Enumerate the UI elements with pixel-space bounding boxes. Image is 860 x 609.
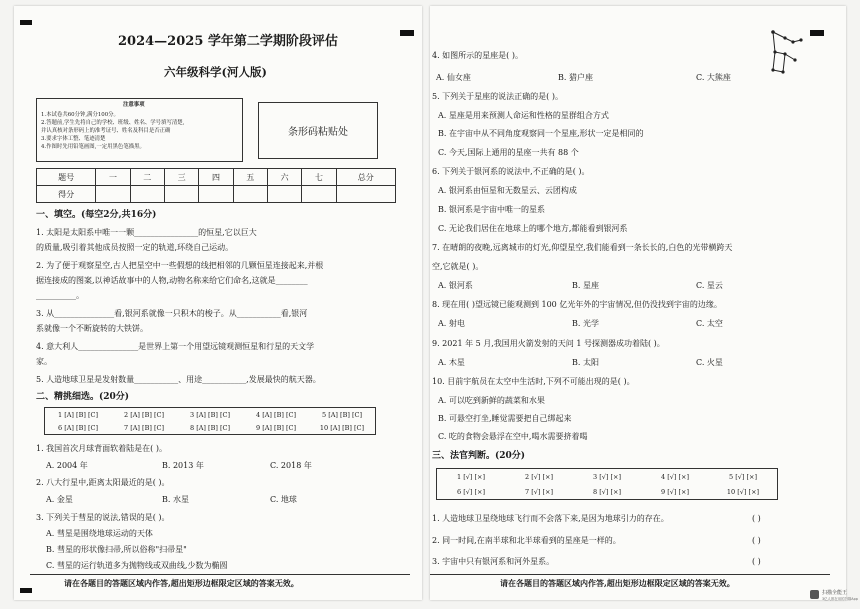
question-text: 5. 下列关于星座的说法正确的是( )。 [432, 92, 563, 101]
answer-bubble-row[interactable]: 10 [A] [B] [C] [319, 423, 365, 432]
barcode-label: 条形码粘贴处 [288, 127, 348, 138]
bottom-note: 请在各题目的答题区域内作答,超出矩形边框限定区域的答案无效。 [500, 578, 735, 588]
bottom-note: 请在各题目的答题区域内作答,超出矩形边框限定区域的答案无效。 [64, 578, 299, 588]
exam-subtitle: 六年级科学(河人版) [164, 65, 267, 79]
option-b: B. 可悬空打坐,睡觉需要把自己绑起来 [438, 414, 572, 423]
question-text: 4. 意大利人_______________是世界上第一个用望远镜观测恒星和行星的天文学 [36, 342, 315, 351]
exam-title: 2024—2025 学年第二学期阶段评估 [118, 34, 338, 49]
option-b: B. 彗星的形状像扫帚,所以俗称"扫帚星" [46, 545, 187, 554]
divider [430, 574, 830, 575]
notice-line: 4.作图时先用铅笔画图,一定用黑色笔描黑。 [41, 144, 145, 150]
notice-line: 1.本试卷共60分钟,满分100分。 [41, 112, 119, 118]
notice-box [36, 98, 243, 162]
question-text: 7. 在晴朗的夜晚,远离城市的灯光,仰望星空,我们能看到一条长长的,白色的光带横跨天 [432, 243, 733, 252]
score-header: 总分 [336, 169, 395, 186]
score-cell[interactable] [96, 186, 130, 203]
answer-bubble-row[interactable]: 4 [A] [B] [C] [256, 410, 296, 419]
option-b: B. 银河系是宇宙中唯一的星系 [438, 205, 545, 214]
option-c: C. 火星 [696, 358, 723, 367]
option-c: C. 吃的食物会悬浮在空中,喝水需要挤着喝 [438, 432, 588, 441]
tf-bubble-row[interactable]: 10 [√] [×] [726, 487, 760, 496]
right-page [430, 6, 846, 600]
option-b: B. 星座 [572, 281, 599, 290]
answer-bubble-row[interactable]: 9 [A] [B] [C] [256, 423, 296, 432]
option-b: B. 水星 [162, 495, 189, 504]
scanner-app-sublabel: 3亿人都在用的扫描App [822, 597, 858, 601]
answer-bubble-grid [44, 407, 376, 435]
score-cell[interactable] [233, 186, 267, 203]
score-header: 二 [130, 169, 164, 186]
left-page [14, 6, 422, 600]
answer-bubble-row[interactable]: 8 [A] [B] [C] [190, 423, 230, 432]
option-a: A. 星座是用来预测人命运和性格的星群组合方式 [438, 111, 609, 120]
option-c: C. 大熊座 [696, 73, 731, 82]
option-b: B. 2013 年 [162, 461, 204, 470]
question-text: 1. 太阳是太阳系中唯一一颗________________的恒星,它以巨大 [36, 228, 257, 237]
notice-title: 注意事项 [123, 102, 145, 108]
tf-bubble-row[interactable]: 1 [√] [×] [457, 472, 485, 481]
option-a: A. 金星 [46, 495, 73, 504]
option-a: A. 仙女座 [436, 73, 471, 82]
score-header: 六 [267, 169, 301, 186]
answer-bubble-row[interactable]: 3 [A] [B] [C] [190, 410, 230, 419]
judgement-text: 2. 同一时间,在南半球和北半球看到的星座是一样的。 [432, 536, 621, 545]
answer-bubble-row[interactable]: 7 [A] [B] [C] [124, 423, 164, 432]
score-cell[interactable] [267, 186, 301, 203]
big-dipper-constellation-icon [765, 28, 805, 88]
option-c: C. 2018 年 [270, 461, 312, 470]
question-text: 1. 我国首次月球背面软着陆是在( )。 [36, 444, 167, 453]
score-row-label: 得分 [37, 186, 96, 203]
notice-line: 2.答题前,学生先将自己的学校、班级、姓名、学号填写清楚, [41, 120, 185, 126]
question-text: 的质量,吸引着其他成员按照一定的轨道,环绕自己运动。 [36, 243, 234, 252]
judgement-text: 3. 宇宙中只有银河系和河外星系。 [432, 557, 555, 566]
question-text: 3. 下列关于彗星的说法,错误的是( )。 [36, 513, 170, 522]
answer-bubble-row[interactable]: 5 [A] [B] [C] [322, 410, 362, 419]
judgement-paren[interactable]: ( ) [752, 557, 761, 566]
tf-bubble-row[interactable]: 4 [√] [×] [661, 472, 689, 481]
section-heading: 二、精挑细选。(20分) [36, 392, 130, 402]
option-a: A. 银河系由恒星和无数星云、云团构成 [438, 186, 577, 195]
question-text: 4. 如图所示的星座是( )。 [432, 51, 523, 60]
question-text: 8. 现在用( )望远镜已能观测到 100 亿光年外的宇宙情况,但仍没找到宇宙的边缘。 [432, 300, 722, 309]
option-c: C. 地球 [270, 495, 297, 504]
section-heading: 一、填空。(每空2分,共16分) [36, 210, 157, 220]
option-c: C. 太空 [696, 319, 723, 328]
alignment-mark [400, 30, 414, 36]
tf-bubble-row[interactable]: 7 [√] [×] [525, 487, 553, 496]
question-text: 据连接成的图案,以神话故事中的人物,动物名称来给它们命名,这就是________ [36, 276, 308, 285]
tf-bubble-row[interactable]: 9 [√] [×] [661, 487, 689, 496]
question-text: 10. 目前宇航员在太空中生活时,下列不可能出现的是( )。 [432, 377, 635, 386]
question-text: 家。 [36, 357, 52, 366]
option-b: B. 光学 [572, 319, 599, 328]
option-b: B. 太阳 [572, 358, 599, 367]
answer-bubble-row[interactable]: 2 [A] [B] [C] [124, 410, 164, 419]
option-a: A. 木星 [438, 358, 465, 367]
scanner-app-logo-icon [810, 590, 819, 599]
question-text: 5. 人造地球卫星是发射数量___________、用途___________,发展最快的航天器。 [36, 375, 321, 384]
alignment-mark [810, 30, 824, 36]
score-table [36, 168, 396, 203]
option-c: C. 星云 [696, 281, 723, 290]
tf-bubble-row[interactable]: 8 [√] [×] [593, 487, 621, 496]
question-text: __________。 [36, 291, 84, 300]
option-b: B. 猎户座 [558, 73, 593, 82]
option-c: C. 无论我们居住在地球上的哪个地方,都能看到银河系 [438, 224, 628, 233]
question-text: 9. 2021 年 5 月,我国用火箭发射的天问 1 号探测器成功着陆( )。 [432, 339, 665, 348]
score-cell[interactable] [164, 186, 198, 203]
score-header: 四 [199, 169, 233, 186]
barcode-area [258, 102, 378, 159]
notice-line: 并认真核对条形码上的准考证号、姓名及科目是否正确 [41, 128, 171, 134]
option-a: A. 射电 [438, 319, 465, 328]
answer-bubble-row[interactable]: 6 [A] [B] [C] [58, 423, 98, 432]
alignment-mark [20, 588, 32, 593]
score-cell[interactable] [199, 186, 233, 203]
option-a: A. 2004 年 [46, 461, 88, 470]
score-cell[interactable] [130, 186, 164, 203]
scanner-app-label: 扫描全能王 [822, 590, 848, 596]
judgement-text: 1. 人造地球卫星绕地球飞行而不会落下来,是因为地球引力的存在。 [432, 514, 669, 523]
judgement-paren[interactable]: ( ) [752, 536, 761, 545]
question-text: 空,它就是( )。 [432, 262, 484, 271]
score-header: 三 [164, 169, 198, 186]
true-false-bubble-grid [436, 468, 778, 500]
divider [30, 574, 410, 575]
tf-bubble-row[interactable]: 3 [√] [×] [593, 472, 621, 481]
option-b: B. 在宇宙中从不同角度观察同一个星座,形状一定是相同的 [438, 129, 644, 138]
notice-line: 3.要求字体工整、笔迹清楚 [41, 136, 106, 142]
score-header: 七 [302, 169, 336, 186]
score-header: 题号 [37, 169, 96, 186]
option-c: C. 彗星的运行轨道多为抛物线或双曲线,少数为椭圆 [46, 561, 228, 570]
question-text: 2. 八大行星中,距离太阳最近的是( )。 [36, 478, 170, 487]
option-a: A. 银河系 [438, 281, 473, 290]
option-a: A. 彗星是围绕地球运动的天体 [46, 529, 153, 538]
question-text: 6. 下列关于银河系的说法中,不正确的是( )。 [432, 167, 590, 176]
judgement-paren[interactable]: ( ) [752, 514, 761, 523]
score-header: 一 [96, 169, 130, 186]
score-cell[interactable] [302, 186, 336, 203]
score-cell[interactable] [336, 186, 395, 203]
option-c: C. 今天,国际上通用的星座一共有 88 个 [438, 148, 579, 157]
score-header: 五 [233, 169, 267, 186]
question-text: 系就像一个不断旋转的大铁饼。 [36, 324, 148, 333]
question-text: 2. 为了便于观察星空,古人把星空中一些假想的线把相邻的几颗恒星连接起来,并根 [36, 261, 324, 270]
alignment-mark [20, 20, 32, 25]
question-text: 3. 从_______________看,银河系就像一只积木的梭子。从___________看,银河 [36, 309, 308, 318]
option-a: A. 可以吃到新鲜的蔬菜和水果 [438, 396, 545, 405]
section-heading: 三、法官判断。(20分) [432, 451, 526, 461]
tf-bubble-row[interactable]: 5 [√] [×] [729, 472, 757, 481]
tf-bubble-row[interactable]: 2 [√] [×] [525, 472, 553, 481]
tf-bubble-row[interactable]: 6 [√] [×] [457, 487, 485, 496]
answer-bubble-row[interactable]: 1 [A] [B] [C] [58, 410, 98, 419]
